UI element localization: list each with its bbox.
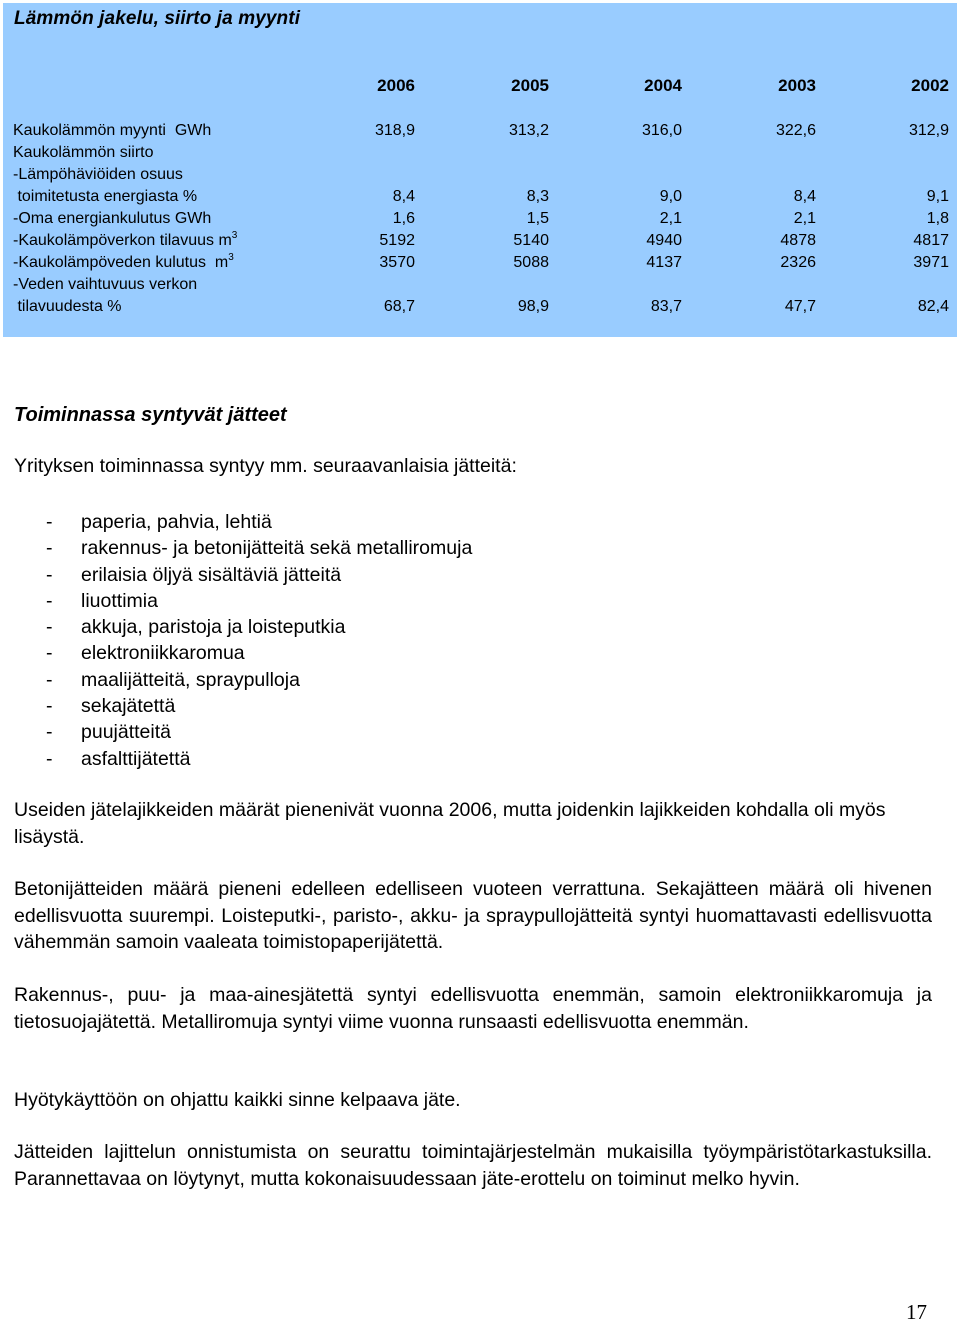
list-item-text: asfalttijätettä: [81, 747, 191, 770]
table-cell: 2,1: [793, 210, 816, 227]
year-header: 2006: [377, 76, 415, 95]
row-label-text: tilavuudesta %: [13, 298, 122, 315]
list-item-text: erilaisia öljyä sisältäviä jätteitä: [81, 563, 342, 586]
table-cell: 3971: [913, 254, 949, 271]
table-cell: 3570: [379, 254, 415, 271]
row-label: [13, 142, 154, 164]
table-cell: 2,1: [659, 210, 682, 227]
table-cell: 312,9: [908, 122, 949, 139]
table-cell: 5088: [513, 254, 549, 271]
table-cell: 8,3: [526, 188, 549, 205]
list-marker: -: [46, 695, 53, 718]
table-title: Lämmön jakelu, siirto ja myynti: [14, 8, 301, 29]
paragraph: Rakennus-, puu- ja maa-ainesjätettä syntyi edellisvuotta enemmän, samoin elektroniikkaromuja ja tietosuojajätettä. Metalliromuja syntyi viime vuonna runsaasti edellisvuotta enemmän.: [14, 984, 932, 1033]
list-marker: -: [46, 563, 53, 586]
year-header: 2005: [511, 76, 549, 95]
table-cell: 47,7: [784, 298, 816, 315]
table-row: [3, 252, 957, 274]
table-cell: 98,9: [517, 298, 549, 315]
row-label: [13, 164, 183, 186]
row-label: [13, 274, 197, 296]
table-cell: 4817: [913, 232, 949, 249]
table-cell: 316,0: [641, 122, 682, 139]
row-label-text: Kaukolämmön siirto: [13, 144, 154, 161]
list-item-text: akkuja, paristoja ja loisteputkia: [81, 616, 346, 639]
list-item-text: maalijätteitä, spraypulloja: [81, 668, 300, 691]
table-row: [3, 186, 957, 208]
row-label-text: toimitetusta energiasta %: [13, 188, 198, 205]
row-label-text: -Oma energiankulutus GWh: [13, 210, 212, 227]
table-row: [3, 120, 957, 142]
unit-superscript: 3: [228, 252, 234, 263]
table-cell: 5192: [379, 232, 415, 249]
list-marker: -: [46, 642, 53, 665]
list-marker: -: [46, 537, 53, 560]
table-cell: 1,6: [392, 210, 415, 227]
table-cell: 9,0: [659, 188, 682, 205]
table-cell: 4878: [780, 232, 816, 249]
list-item-text: sekajätettä: [81, 695, 176, 718]
table-cell: 4137: [646, 254, 682, 271]
section-title: Toiminnassa syntyvät jätteet: [14, 404, 287, 426]
table-row: [3, 274, 957, 296]
year-header: 2003: [778, 76, 816, 95]
table-row: [3, 208, 957, 230]
table-cell: 318,9: [374, 122, 415, 139]
row-label-text: -Veden vaihtuvuus verkon: [13, 276, 198, 293]
list-item-text: rakennus- ja betonijätteitä sekä metalliromuja: [81, 537, 473, 560]
row-label-text: -Kaukolämpöveden kulutus m: [13, 254, 229, 271]
unit-superscript: 3: [231, 230, 238, 241]
paragraph: Jätteiden lajittelun onnistumista on seurattu toimintajärjestelmän mukaisilla työympäristötarkastuksilla. Parannettavaa on löytynyt, mutta kokonaisuudessaan jäte-erottelu on toiminut melko hyvin.: [14, 1141, 932, 1190]
year-header-row: [3, 75, 957, 97]
table-cell: 68,7: [383, 298, 415, 315]
paragraph: Betonijätteiden määrä pieneni edelleen edelliseen vuoteen verrattuna. Sekajätteen määrä oli hivenen edellisvuotta suurempi. Loisteputki-, paristo-, akku- ja spraypullojätteitä syntyi huomattavasti edellisvuotta vähemmän samoin vaaleata toimistopaperijätettä.: [14, 878, 932, 953]
year-header: 2002: [911, 76, 949, 95]
row-label-text: Kaukolämmön myynti GWh: [13, 122, 212, 139]
table-cell: 313,2: [508, 122, 549, 139]
row-label-text: -Lämpöhäviöiden osuus: [13, 166, 183, 183]
list-marker: -: [46, 511, 53, 533]
list-marker: -: [46, 721, 53, 744]
heat-distribution-table: [3, 3, 957, 337]
row-label: [13, 230, 237, 252]
year-header: 2004: [644, 76, 682, 95]
page-number: 17: [906, 1300, 927, 1324]
row-label-text: -Kaukolämpöverkon tilavuus m: [13, 232, 232, 249]
table-cell: 322,6: [775, 122, 816, 139]
list-item-text: paperia, pahvia, lehtiä: [81, 511, 272, 533]
table-cell: 1,5: [526, 210, 549, 227]
list-marker: -: [46, 589, 53, 612]
row-label: [13, 186, 197, 208]
table-cell: 1,8: [926, 210, 949, 227]
table-cell: 82,4: [917, 298, 949, 315]
table-cell: 9,1: [926, 188, 949, 205]
table-cell: 4940: [646, 232, 682, 249]
list-marker: -: [46, 747, 53, 770]
list-marker: -: [46, 616, 53, 639]
table-row: [3, 164, 957, 186]
row-label: [13, 252, 234, 274]
row-label: [13, 120, 211, 142]
table-cell: 2326: [780, 254, 816, 271]
table-cell: 83,7: [650, 298, 682, 315]
row-label: [13, 296, 122, 318]
intro-paragraph: Yrityksen toiminnassa syntyy mm. seuraavanlaisia jätteitä:: [14, 455, 517, 477]
table-cell: 8,4: [392, 188, 415, 205]
table-cell: 8,4: [793, 188, 816, 205]
paragraph: Hyötykäyttöön on ohjattu kaikki sinne kelpaava jäte.: [14, 1089, 461, 1111]
table-cell: 5140: [513, 232, 549, 249]
list-marker: -: [46, 668, 53, 691]
table-row: [3, 230, 957, 252]
list-item-text: elektroniikkaromua: [81, 642, 245, 665]
list-item-text: puujätteitä: [81, 721, 171, 744]
list-item-text: liuottimia: [81, 589, 158, 612]
row-label: [13, 208, 211, 230]
table-row: [3, 142, 957, 164]
paragraph: Useiden jätelajikkeiden määrät pienenivät vuonna 2006, mutta joidenkin lajikkeiden kohdalla oli myös lisäystä.: [14, 799, 886, 848]
table-row: [3, 296, 957, 318]
